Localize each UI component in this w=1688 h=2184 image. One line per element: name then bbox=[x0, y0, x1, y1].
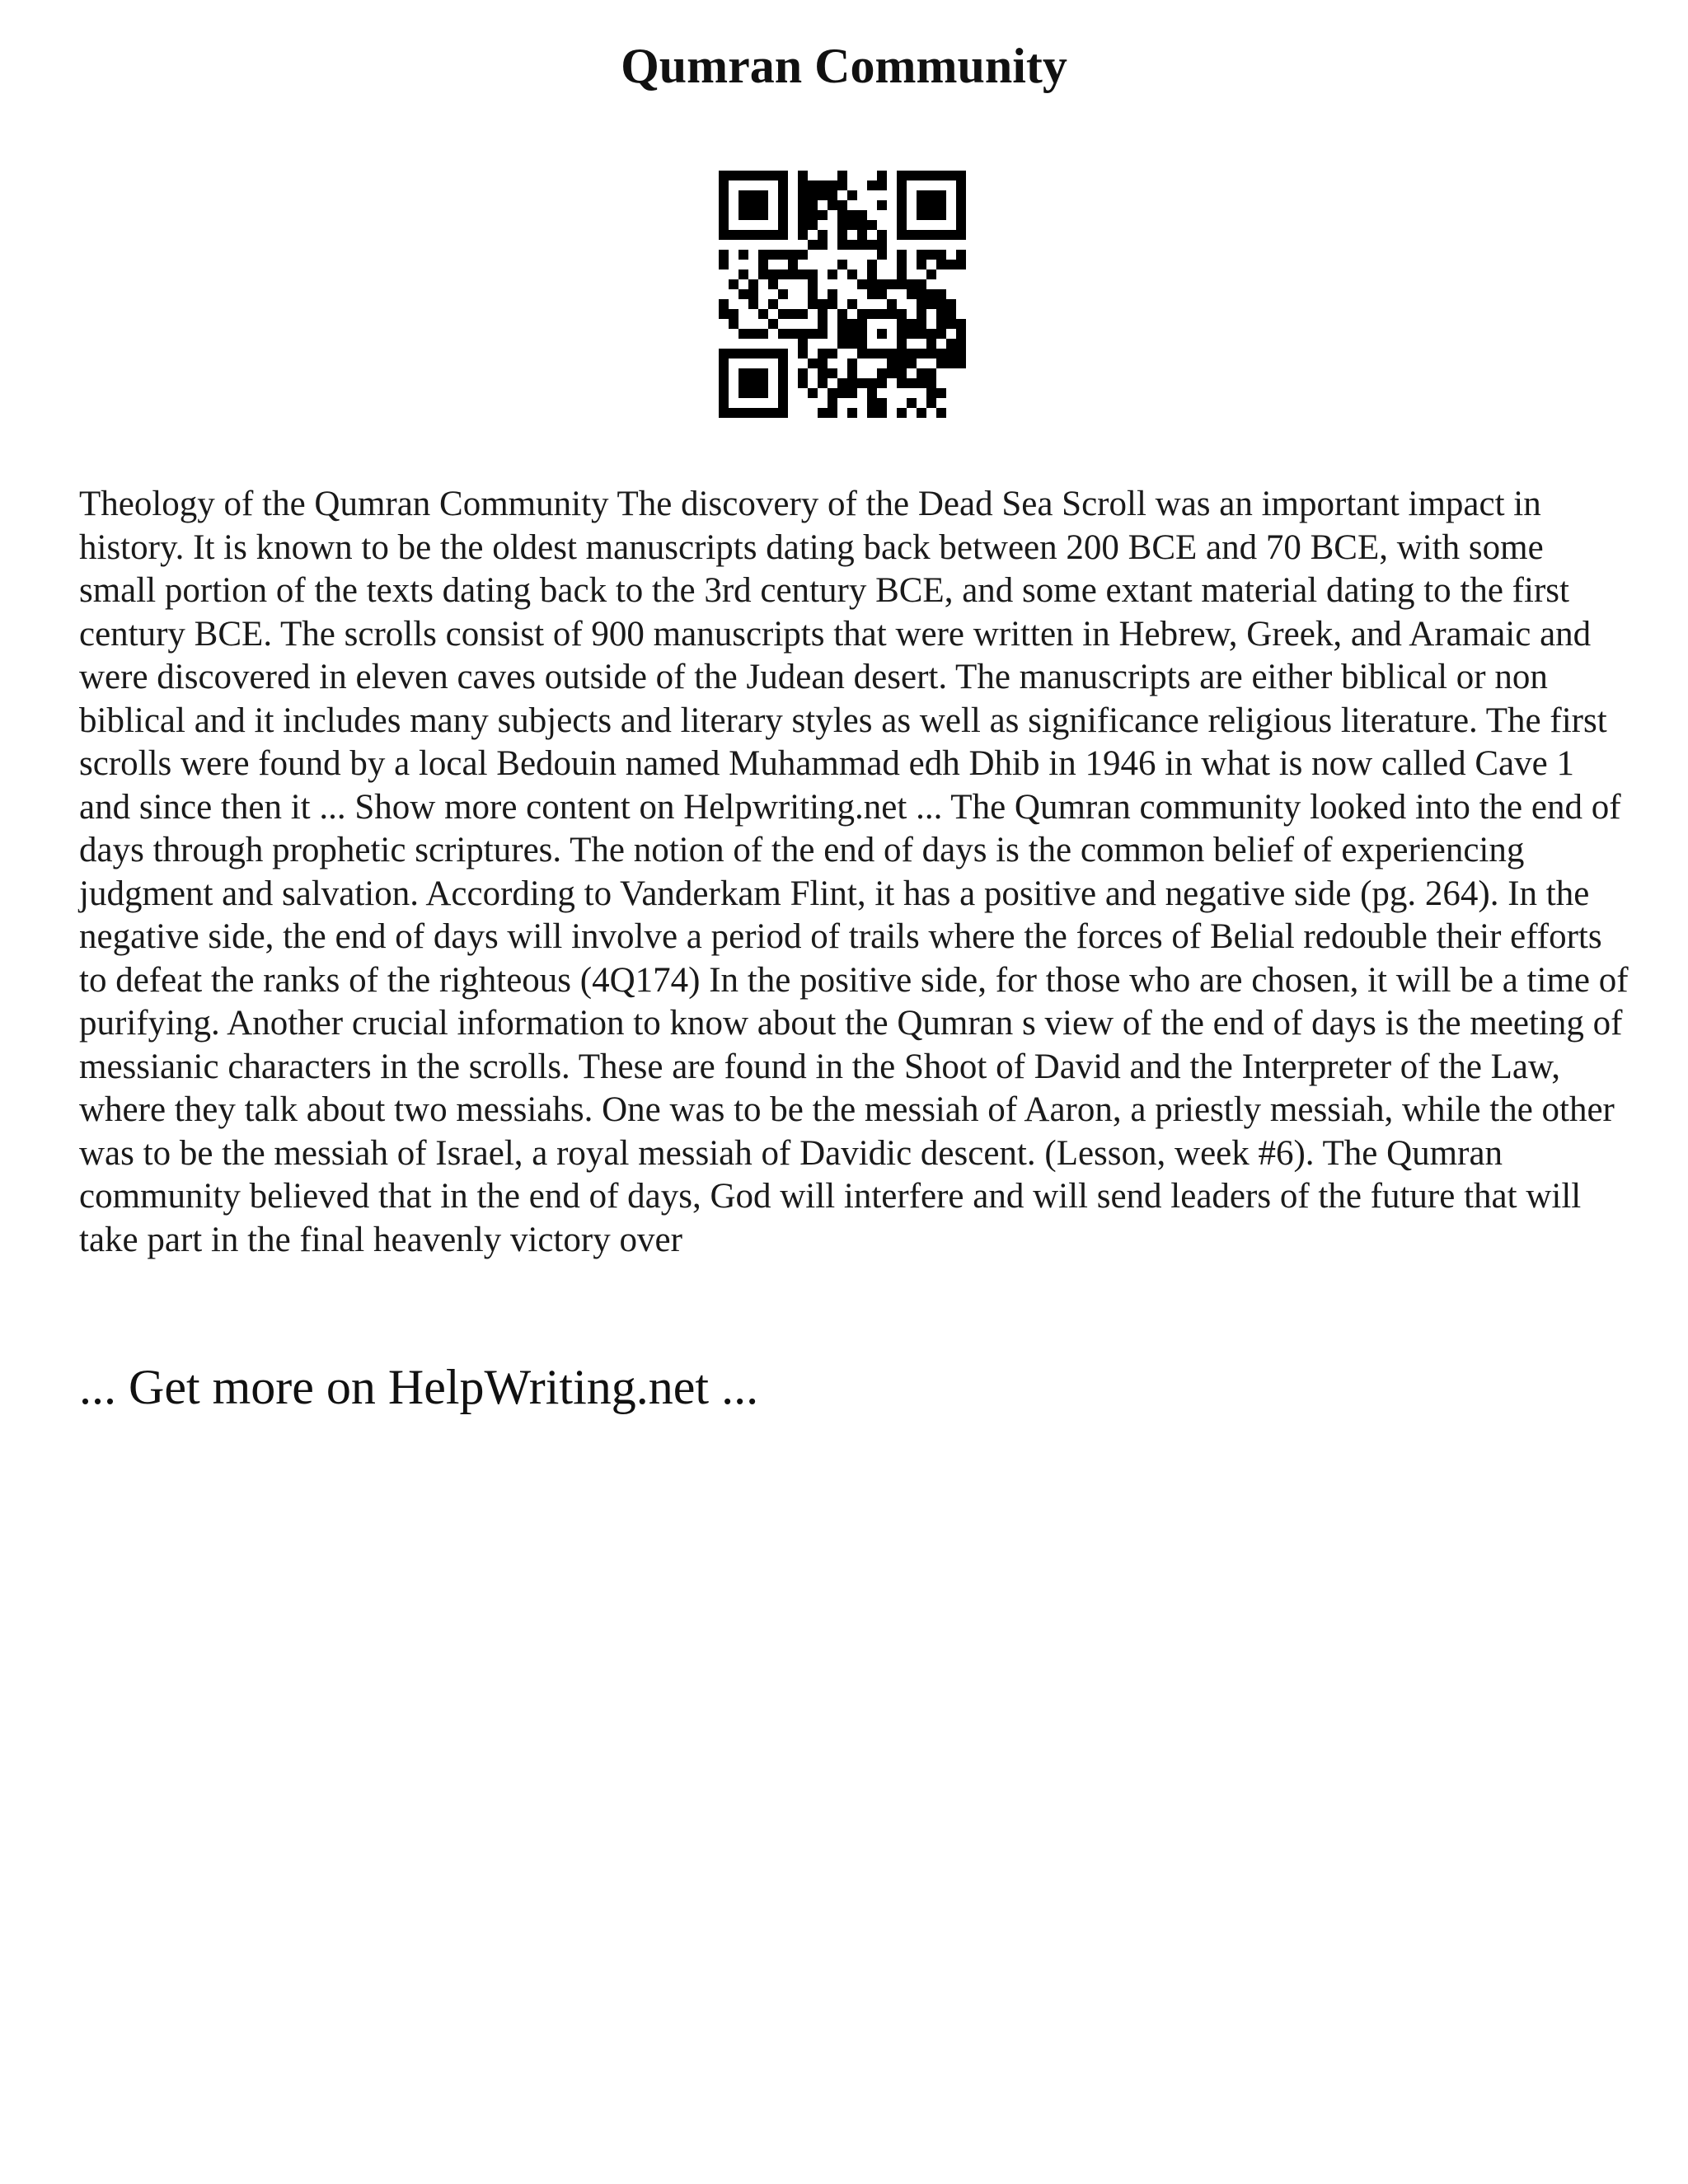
get-more-link[interactable]: ... Get more on HelpWriting.net ... bbox=[79, 1360, 759, 1414]
qr-code-graphic bbox=[719, 171, 966, 418]
page-title: Qumran Community bbox=[621, 39, 1067, 93]
article-body: Theology of the Qumran Community The discovery of the Dead Sea Scroll was an important impact in history. It is known to be the oldest manuscripts dating back between 200 BCE and 70 BCE, with some small portion of the texts dating back to the 3rd century BCE, and some extant material dating to the first century BCE. The scrolls consist of 900 manuscripts that were written in Hebrew, Greek, and Aramaic and were discovered in eleven caves outside of the Judean desert. The manuscripts are either biblical or non biblical and it includes many subjects and literary styles as well as significance religious literature. The first scrolls were found by a local Bedouin named Muhammad edh Dhib in 1946 in what is now called Cave 1 and since then it ... Show more content on Helpwriting.net ... The Qumran community looked into the end of days through prophetic scriptures. The notion of the end of days is the common belief of experiencing judgment and salvation. According to Vanderkam Flint, it has a positive and negative side (pg. 264). In the negative side, the end of days will involve a period of trails where the forces of Belial redouble their efforts to defeat the ranks of the righteous (4Q174) In the positive side, for those who are chosen, it will be a time of purifying. Another crucial information to know about the Qumran s view of the end of days is the meeting of messianic characters in the scrolls. These are found in the Shoot of David and the Interpreter of the Law, where they talk about two messiahs. One was to be the messiah of Aaron, a priestly messiah, while the other was to be the messiah of Israel, a royal messiah of Davidic descent. (Lesson, week #6). The Qumran community believed that in the end of days, God will interfere and will send leaders of the future that will take part in the final heavenly victory over bbox=[79, 485, 1629, 1259]
qr-code-icon bbox=[719, 171, 966, 418]
